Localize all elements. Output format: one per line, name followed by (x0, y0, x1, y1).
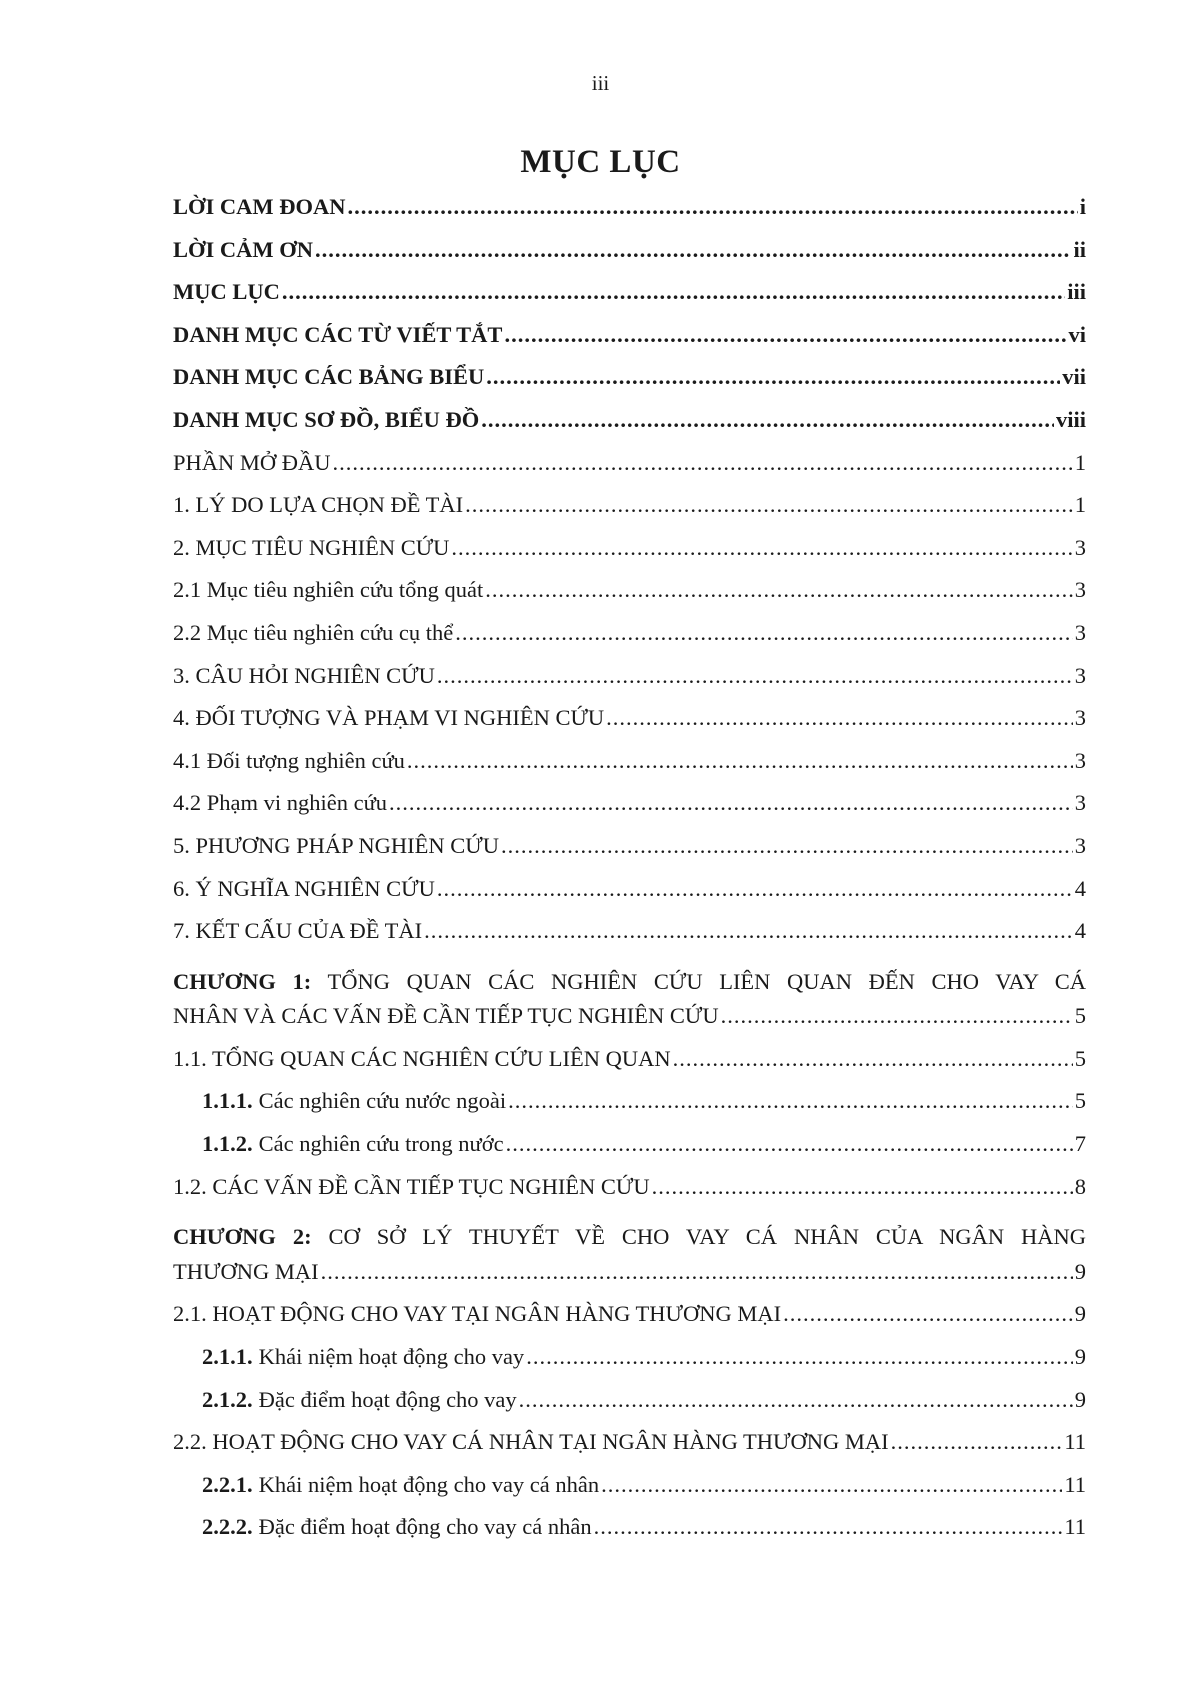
toc-page-number: vii (1062, 364, 1086, 390)
toc-page-number: 5 (1074, 1088, 1086, 1114)
toc-entry-text: Khái niệm hoạt động cho vay (258, 1344, 525, 1370)
toc-leader-dots (485, 577, 1072, 603)
toc-page-number: 5 (1074, 1045, 1086, 1071)
toc-leader-dots (389, 790, 1073, 816)
toc-page-number: ii (1073, 236, 1086, 262)
toc-entry[interactable] (173, 1429, 1086, 1472)
toc-entry-text: 3. CÂU HỎI NGHIÊN CỨU (173, 662, 435, 688)
toc-entry-text: Đặc điểm hoạt động cho vay (258, 1386, 517, 1412)
toc-entry[interactable] (173, 918, 1086, 961)
toc-leader-dots (321, 1259, 1073, 1285)
toc-page-number: 4 (1074, 875, 1086, 901)
toc-leader-dots (486, 364, 1060, 390)
toc-entry[interactable] (173, 535, 1086, 578)
toc-entry-chapter-2-line-1[interactable] (173, 1216, 1086, 1259)
toc-leader-dots (601, 1472, 1062, 1498)
toc-leader-dots (594, 1514, 1063, 1540)
toc-entry-number: 1.1.1. (202, 1088, 253, 1114)
toc-entry-text: DANH MỤC CÁC BẢNG BIỂU (173, 364, 485, 390)
toc-entry-number: 2.2.2. (202, 1514, 253, 1540)
toc-entry[interactable] (173, 1472, 1086, 1515)
toc-entry-text: DANH MỤC CÁC TỪ VIẾT TẮT (173, 321, 503, 347)
toc-entry-chapter-1-line-1[interactable] (173, 961, 1086, 1004)
toc-entry-text: CƠ SỞ LÝ THUYẾT VỀ CHO VAY CÁ NHÂN CỦA NGÂN HÀNG (328, 1224, 1087, 1250)
toc-leader-dots (348, 194, 1078, 220)
toc-entry-number: 2.1.2. (202, 1386, 253, 1412)
toc-entry[interactable] (173, 279, 1086, 322)
toc-entry-text: Đặc điểm hoạt động cho vay cá nhân (258, 1514, 592, 1540)
toc-entry[interactable] (173, 407, 1086, 450)
toc-entry-text: 1.2. CÁC VẤN ĐỀ CẦN TIẾP TỤC NGHIÊN CỨU (173, 1173, 650, 1199)
toc-entry[interactable] (173, 833, 1086, 876)
toc-entry[interactable] (173, 1301, 1086, 1344)
toc-entry-chapter-2-line-2[interactable] (173, 1259, 1086, 1302)
toc-entry[interactable] (173, 194, 1086, 237)
toc-entry[interactable] (173, 492, 1086, 535)
toc-leader-dots (315, 237, 1071, 263)
toc-entry-text: TỔNG QUAN CÁC NGHIÊN CỨU LIÊN QUAN ĐẾN CHO VAY CÁ (327, 968, 1086, 994)
toc-entry[interactable] (173, 1387, 1086, 1430)
toc-entry-text: 1.1. TỔNG QUAN CÁC NGHIÊN CỨU LIÊN QUAN (173, 1045, 671, 1071)
toc-entry-text: 4. ĐỐI TƯỢNG VÀ PHẠM VI NGHIÊN CỨU (173, 705, 605, 731)
toc-leader-dots (526, 1344, 1073, 1370)
toc-leader-dots (891, 1429, 1063, 1455)
toc-entry-text: 4.1 Đối tượng nghiên cứu (173, 747, 405, 773)
toc-entry[interactable] (173, 364, 1086, 407)
toc-leader-dots (504, 322, 1066, 348)
toc-page-number: vi (1068, 321, 1086, 347)
toc-entry[interactable] (173, 705, 1086, 748)
toc-leader-dots (506, 1131, 1073, 1157)
toc-entry[interactable] (173, 1088, 1086, 1131)
toc-leader-dots (333, 450, 1073, 476)
toc-leader-dots (424, 918, 1073, 944)
toc-leader-dots (721, 1003, 1073, 1029)
toc-entry[interactable] (173, 790, 1086, 833)
toc-page-number: 3 (1074, 619, 1086, 645)
toc-entry[interactable] (173, 748, 1086, 791)
toc-entry[interactable] (173, 663, 1086, 706)
toc-entry-text: Các nghiên cứu nước ngoài (258, 1088, 507, 1114)
toc-page-number: 1 (1074, 449, 1086, 475)
toc-entry-text: 5. PHƯƠNG PHÁP NGHIÊN CỨU (173, 832, 499, 858)
toc-page-number: 9 (1074, 1301, 1086, 1327)
toc-page-number: 7 (1074, 1131, 1086, 1157)
toc-entry[interactable] (173, 577, 1086, 620)
toc-entry-text: 6. Ý NGHĨA NGHIÊN CỨU (173, 875, 435, 901)
toc-entry[interactable] (173, 1131, 1086, 1174)
toc-entry-text: LỜI CAM ĐOAN (173, 194, 346, 219)
table-of-contents (173, 194, 1086, 1557)
toc-entry[interactable] (173, 237, 1086, 280)
toc-page-number: i (1079, 194, 1086, 219)
toc-entry-text: 2. MỤC TIÊU NGHIÊN CỨU (173, 534, 450, 560)
toc-page-number: 11 (1064, 1429, 1086, 1455)
toc-page-number: 1 (1074, 492, 1086, 518)
toc-entry-number: 2.1.1. (202, 1344, 253, 1370)
toc-chapter-label: CHƯƠNG 2: (173, 1224, 312, 1250)
toc-leader-dots (437, 663, 1073, 689)
toc-entry-text: Các nghiên cứu trong nước (258, 1131, 504, 1157)
toc-leader-dots (606, 705, 1073, 731)
toc-entry-text: 2.2. HOẠT ĐỘNG CHO VAY CÁ NHÂN TẠI NGÂN HÀNG THƯƠNG MẠI (173, 1429, 889, 1455)
toc-entry-text: NHÂN VÀ CÁC VẤN ĐỀ CẦN TIẾP TỤC NGHIÊN CỨU (173, 1003, 719, 1029)
toc-entry[interactable] (173, 1514, 1086, 1557)
toc-entry[interactable] (173, 1046, 1086, 1089)
toc-leader-dots (455, 620, 1072, 646)
toc-page-number: 11 (1064, 1471, 1086, 1497)
toc-leader-dots (481, 407, 1054, 433)
toc-page-number: 3 (1074, 577, 1086, 603)
page-number: iii (591, 71, 610, 95)
toc-entry-text: LỜI CẢM ƠN (173, 236, 313, 262)
toc-entry-text: THƯƠNG MẠI (173, 1258, 319, 1284)
toc-entry[interactable] (173, 450, 1086, 493)
toc-page-number: 4 (1074, 918, 1086, 944)
toc-page-number: 9 (1074, 1258, 1086, 1284)
toc-entry[interactable] (173, 1344, 1086, 1387)
toc-entry[interactable] (173, 1174, 1086, 1217)
toc-leader-dots (451, 535, 1072, 561)
toc-page-number: viii (1055, 406, 1086, 432)
toc-leader-dots (501, 833, 1073, 859)
toc-page-number: 8 (1074, 1173, 1086, 1199)
toc-entry-text: 1. LÝ DO LỰA CHỌN ĐỀ TÀI (173, 492, 464, 518)
toc-entry-text: 2.2 Mục tiêu nghiên cứu cụ thể (173, 619, 454, 645)
toc-leader-dots (783, 1301, 1073, 1327)
toc-leader-dots (508, 1088, 1073, 1114)
toc-entry-text: DANH MỤC SƠ ĐỒ, BIỂU ĐỒ (173, 406, 480, 432)
toc-entry[interactable] (173, 322, 1086, 365)
toc-leader-dots (519, 1387, 1073, 1413)
toc-entry-text: 4.2 Phạm vi nghiên cứu (173, 790, 388, 816)
toc-leader-dots (282, 279, 1065, 305)
toc-title: MỤC LỤC (520, 144, 681, 180)
toc-page-number: 11 (1064, 1514, 1086, 1540)
toc-page-number: 3 (1074, 832, 1086, 858)
toc-leader-dots (652, 1174, 1073, 1200)
toc-page-number: 9 (1074, 1344, 1086, 1370)
toc-entry-chapter-1-line-2[interactable] (173, 1003, 1086, 1046)
toc-entry-number: 1.1.2. (202, 1131, 253, 1157)
toc-page-number: 3 (1074, 747, 1086, 773)
toc-leader-dots (673, 1046, 1073, 1072)
toc-entry-text: PHẦN MỞ ĐẦU (173, 449, 331, 475)
toc-page-number: 9 (1074, 1386, 1086, 1412)
toc-entry-text: Khái niệm hoạt động cho vay cá nhân (258, 1471, 600, 1497)
toc-entry-text: MỤC LỤC (173, 279, 280, 305)
toc-chapter-label: CHƯƠNG 1: (173, 968, 312, 994)
toc-entry-text: 2.1. HOẠT ĐỘNG CHO VAY TẠI NGÂN HÀNG THƯƠNG MẠI (173, 1301, 782, 1327)
toc-page-number: 3 (1074, 790, 1086, 816)
toc-page-number: iii (1067, 279, 1086, 305)
toc-entry-number: 2.2.1. (202, 1471, 253, 1497)
toc-page-number: 3 (1074, 705, 1086, 731)
toc-page-number: 3 (1074, 534, 1086, 560)
toc-page-number: 3 (1074, 662, 1086, 688)
toc-entry[interactable] (173, 620, 1086, 663)
toc-leader-dots (407, 748, 1073, 774)
toc-page-number: 5 (1074, 1003, 1086, 1029)
toc-entry-text: 2.1 Mục tiêu nghiên cứu tổng quát (173, 577, 484, 603)
toc-entry[interactable] (173, 876, 1086, 919)
toc-leader-dots (437, 876, 1073, 902)
toc-leader-dots (465, 492, 1073, 518)
toc-entry-text: 7. KẾT CẤU CỦA ĐỀ TÀI (173, 918, 423, 944)
